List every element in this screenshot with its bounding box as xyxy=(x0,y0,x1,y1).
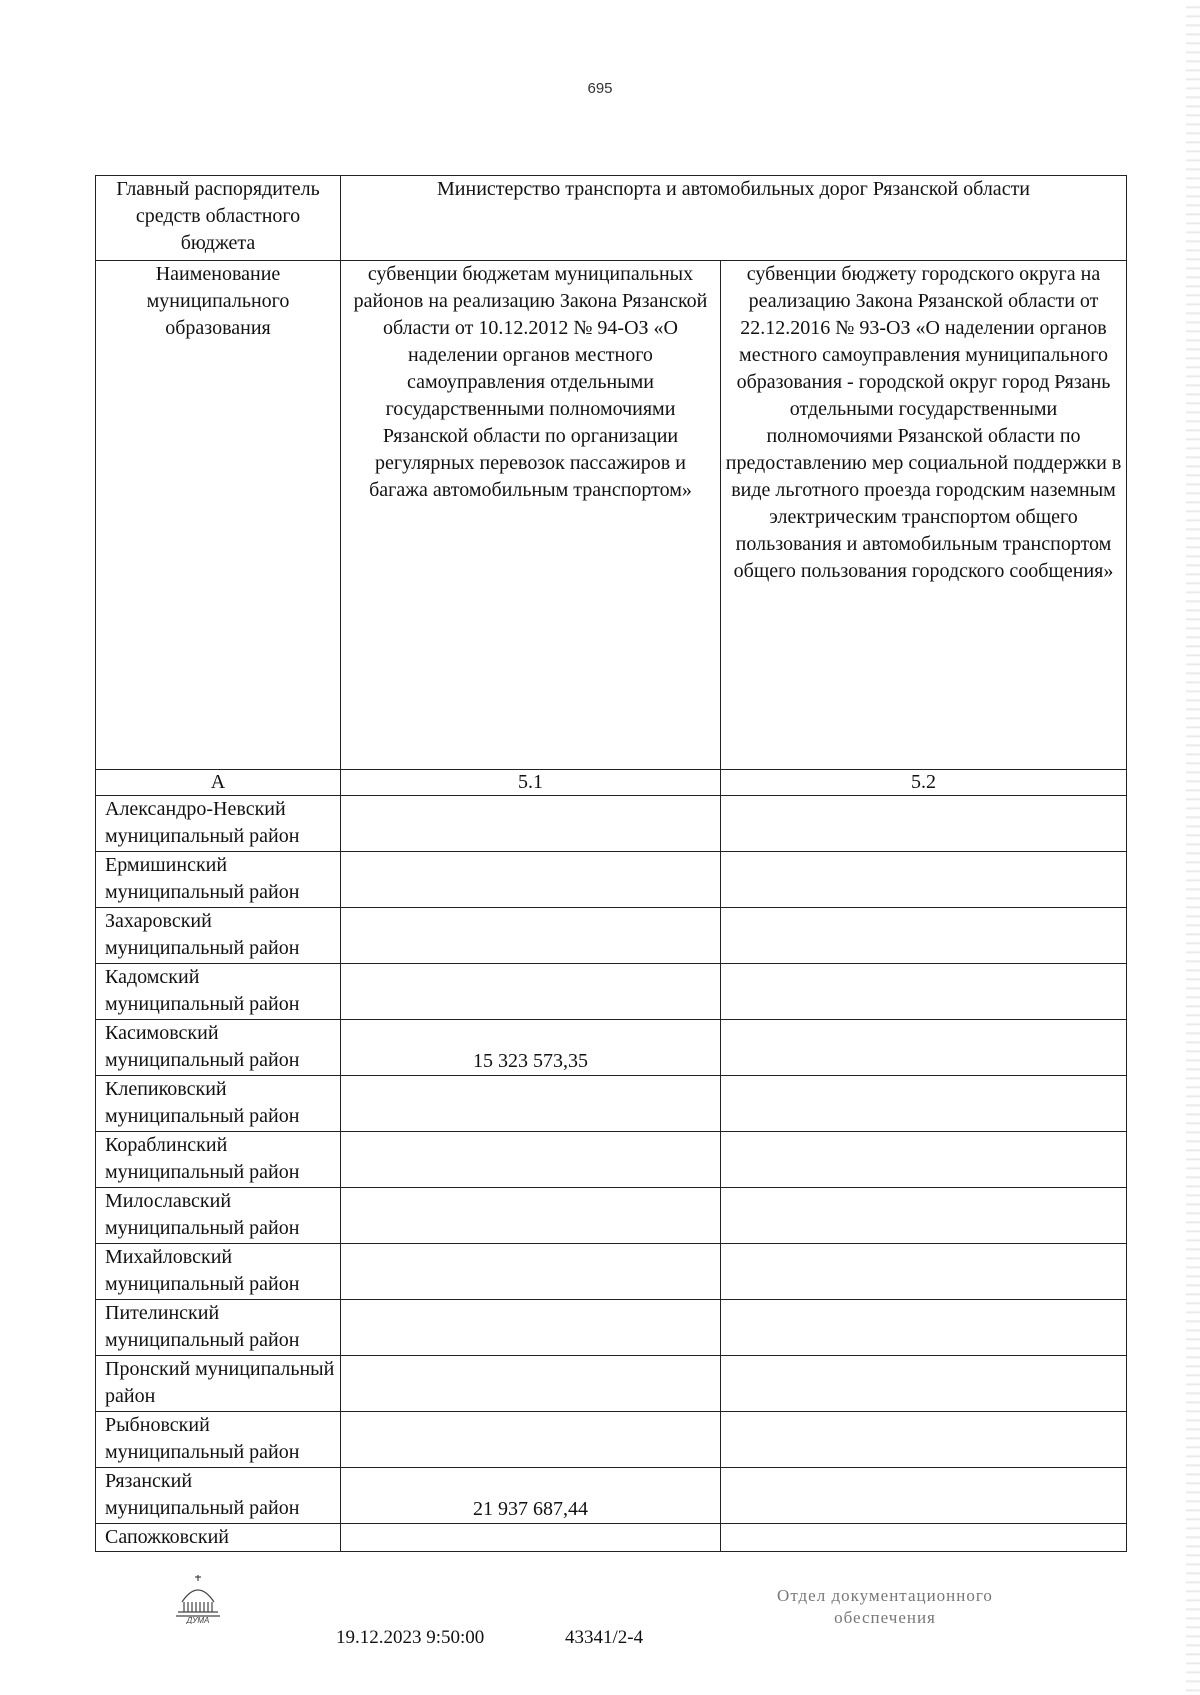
value-5-2 xyxy=(721,1412,1127,1468)
municipality-name: Пителинский муниципальный район xyxy=(96,1300,341,1356)
value-5-1 xyxy=(341,964,721,1020)
administrator-value: Министерство транспорта и автомобильных дорог Рязанской области xyxy=(341,176,1127,261)
municipality-name: Сапожковский xyxy=(96,1524,341,1552)
value-5-1: 15 323 573,35 xyxy=(341,1020,721,1076)
header-row-columns xyxy=(96,261,1127,770)
value-5-1 xyxy=(341,1524,721,1552)
column-index-row xyxy=(96,770,1127,796)
value-5-2 xyxy=(721,1468,1127,1524)
page-number: 695 xyxy=(587,80,613,97)
value-5-1 xyxy=(341,1356,721,1412)
municipality-name: Пронский муниципальный район xyxy=(96,1356,341,1412)
municipality-name: Захаровский муниципальный район xyxy=(96,908,341,964)
municipality-name: Ермишинский муниципальный район xyxy=(96,852,341,908)
municipality-name: Рязанский муниципальный район xyxy=(96,1468,341,1524)
table-row xyxy=(96,1076,1127,1132)
table-row xyxy=(96,1468,1127,1524)
administrator-label: Главный распорядитель средств областного бюджета xyxy=(96,176,341,261)
municipality-name: Рыбновский муниципальный район xyxy=(96,1412,341,1468)
value-5-2 xyxy=(721,1300,1127,1356)
value-5-2 xyxy=(721,852,1127,908)
table-row xyxy=(96,852,1127,908)
value-5-1 xyxy=(341,796,721,852)
value-5-2 xyxy=(721,1356,1127,1412)
index-5-1: 5.1 xyxy=(341,770,721,796)
scan-edge-artifact xyxy=(1186,0,1200,1695)
registration-datetime: 19.12.2023 9:50:00 xyxy=(336,1627,485,1648)
value-5-1 xyxy=(341,1244,721,1300)
value-5-1 xyxy=(341,852,721,908)
table-row xyxy=(96,1020,1127,1076)
value-5-2 xyxy=(721,1132,1127,1188)
value-5-2 xyxy=(721,1188,1127,1244)
header-row-administrator xyxy=(96,176,1127,261)
value-5-2 xyxy=(721,1076,1127,1132)
budget-table xyxy=(95,175,1127,1552)
logo-text: ДУМА xyxy=(186,1616,210,1624)
registration-number: 43341/2-4 xyxy=(565,1627,644,1648)
value-5-2 xyxy=(721,908,1127,964)
value-5-2 xyxy=(721,796,1127,852)
value-5-1 xyxy=(341,1300,721,1356)
value-5-2 xyxy=(721,1020,1127,1076)
column-5-2-header: субвенции бюджету городского округа на реализацию Закона Рязанской области от 22.12.2016 № 93-ОЗ «О наделении органов местного самоуправления муниципального образования - городской округ город Рязань отдельными государственными полномочиями Рязанской области по предоставлению мер социальной поддержки в виде льготного проезда городским наземным электрическим транспортом общего пользования и автомобильным транспортом общего пользования городского сообщения» xyxy=(721,261,1127,770)
value-5-1 xyxy=(341,1412,721,1468)
value-5-2 xyxy=(721,964,1127,1020)
municipality-name: Кораблинский муниципальный район xyxy=(96,1132,341,1188)
table-row xyxy=(96,1356,1127,1412)
department-stamp: Отдел документационного обеспечения xyxy=(777,1586,993,1627)
table-row xyxy=(96,1524,1127,1552)
value-5-1: 21 937 687,44 xyxy=(341,1468,721,1524)
value-5-2 xyxy=(721,1524,1127,1552)
municipality-column-header: Наименование муниципального образования xyxy=(96,261,341,770)
municipality-name: Милославский муниципальный район xyxy=(96,1188,341,1244)
value-5-2 xyxy=(721,1244,1127,1300)
municipality-name: Касимовский муниципальный район xyxy=(96,1020,341,1076)
table-row xyxy=(96,1412,1127,1468)
value-5-1 xyxy=(341,1132,721,1188)
table-row xyxy=(96,1188,1127,1244)
municipality-name: Александро-Невский муниципальный район xyxy=(96,796,341,852)
value-5-1 xyxy=(341,1076,721,1132)
municipality-name: Михайловский муниципальный район xyxy=(96,1244,341,1300)
index-a: А xyxy=(96,770,341,796)
municipality-name: Кадомский муниципальный район xyxy=(96,964,341,1020)
value-5-1 xyxy=(341,1188,721,1244)
table-row xyxy=(96,908,1127,964)
table-row xyxy=(96,964,1127,1020)
table-row xyxy=(96,796,1127,852)
table-row xyxy=(96,1244,1127,1300)
municipality-name: Клепиковский муниципальный район xyxy=(96,1076,341,1132)
value-5-1 xyxy=(341,908,721,964)
table-row xyxy=(96,1132,1127,1188)
index-5-2: 5.2 xyxy=(721,770,1127,796)
column-5-1-header: субвенции бюджетам муниципальных районов на реализацию Закона Рязанской области от 10.12.2012 № 94-ОЗ «О наделении органов местного самоуправления отдельными государственными полномочиями Рязанской области по организации регулярных перевозок пассажиров и багажа автомобильным транспортом» xyxy=(341,261,721,770)
duma-logo-icon xyxy=(168,1572,228,1624)
table-row xyxy=(96,1300,1127,1356)
